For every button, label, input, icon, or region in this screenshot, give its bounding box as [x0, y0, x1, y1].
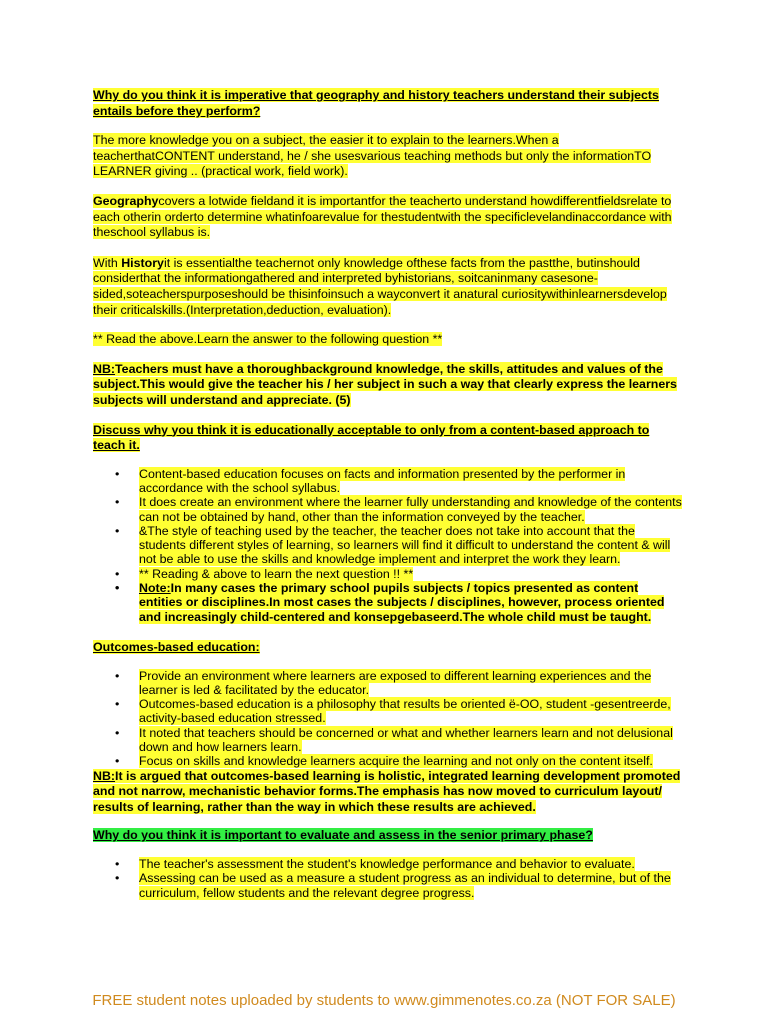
- content-based-list: [93, 467, 683, 624]
- list-item: • Provide an environment where learners are exposed to different learning experiences and the learner is led & facilitated by the educator.: [115, 668, 652, 697]
- list-item: • &The style of teaching used by the teacher, the teacher does not take into account that the students different styles of learning, so learners will find it difficult to understand the content & will not be able to use the skills and knowledge implement and interpret the work they learn.: [115, 523, 671, 567]
- bullet-icon: •: [115, 857, 120, 871]
- bullet-icon: •: [115, 523, 120, 538]
- question-2-heading: Discuss why you think it is educationally acceptable to only from a content-based approach to teach it.: [93, 422, 650, 453]
- bullet-icon: •: [115, 466, 120, 481]
- list-item-note: • Note:In many cases the primary school pupils subjects / topics presented as content entities or disciplines.In most cases the subjects / disciplines, however, process oriented and increasingly child-centered and konsepgebaseerd.The whole child must be taught.: [115, 581, 665, 624]
- paragraph-knowledge: The more knowledge you on a subject, the easier it to explain to the learners.When a teacherthatCONTENT understand, he / she usesvarious teaching methods but only the informationTO LEARNER giving .. (practical work, field work).: [93, 133, 652, 179]
- paragraph-geography: Geographycovers a lotwide fieldand it is importantfor the teacherto understand howdifferentfieldsrelate to each otherin orderto determine whatinfoarevalue for thestudentwith the specificlevelandinaccordance with theschool syllabus is.: [93, 193, 672, 240]
- bullet-icon: •: [115, 725, 120, 740]
- list-item: • ** Reading & above to learn the next question !! **: [115, 566, 414, 581]
- nb-teachers-note: NB:Teachers must have a thoroughbackground knowledge, the skills, attitudes and values of the subject.This would give the teacher his / her subject in such a way that clearly express the learners subjects will understand and appreciate. (5): [93, 361, 677, 407]
- question-3-heading: Why do you think it is important to evaluate and assess in the senior primary phase?: [93, 828, 593, 843]
- bullet-icon: •: [115, 581, 120, 596]
- list-item: • Outcomes-based education is a philosophy that results be oriented ë-OO, student -gesentreerde, activity-based education stressed.: [115, 697, 671, 726]
- document-body: [93, 86, 683, 900]
- list-item: • It does create an environment where the learner fully understanding and knowledge of the contents can not be obtained by hand, other than the information conveyed by the teacher.: [115, 495, 682, 524]
- read-above-note: ** Read the above.Learn the answer to the following question **: [93, 332, 443, 347]
- bullet-icon: •: [115, 754, 120, 769]
- obe-heading: Outcomes-based education:: [93, 639, 260, 654]
- assessment-list: [93, 857, 683, 900]
- nb-obe-note: NB:It is argued that outcomes-based learning is holistic, integrated learning development promoted and not narrow, mechanistic behavior forms.The emphasis has now moved to curriculum layout/ results of learning, rather than the way in which these results are achieved.: [93, 768, 681, 814]
- bullet-icon: •: [115, 566, 120, 581]
- list-item: • It noted that teachers should be concerned or what and whether learners learn and not delusional down and how learners learn.: [115, 725, 673, 755]
- bullet-icon: •: [115, 495, 120, 510]
- list-item: • Focus on skills and knowledge learners acquire the learning and not only on the content itself.: [115, 754, 653, 769]
- footer-notice: FREE student notes uploaded by students to www.gimmenotes.co.za (NOT FOR SALE): [92, 992, 676, 1009]
- bullet-icon: •: [115, 668, 120, 683]
- list-item: • Assessing can be used as a measure a student progress as an individual to determine, but of the curriculum, fellow students and the relevant degree progress.: [115, 871, 671, 900]
- paragraph-history: With Historyit is essentialthe teachernot only knowledge ofthese facts from the pastthe, butinshould considerthat the informationgathered and interpreted byhistorians, soitcaninmany casesone-sided,soteacherspurposeshould be thisinfoinsuch a wayconvert it anatural curiositywithinlearnersdevelop their criticalskills.(Interpretation,deduction, evaluation).: [93, 255, 667, 317]
- list-item: • The teacher's assessment the student's knowledge performance and behavior to evaluate.: [115, 857, 635, 871]
- list-item: • Content-based education focuses on facts and information presented by the performer in accordance with the school syllabus.: [115, 466, 626, 495]
- bullet-icon: •: [115, 871, 120, 886]
- bullet-icon: •: [115, 697, 120, 712]
- obe-list: [93, 669, 683, 769]
- question-1-heading: Why do you think it is imperative that geography and history teachers understand their subjects entails before they perform?: [93, 88, 659, 118]
